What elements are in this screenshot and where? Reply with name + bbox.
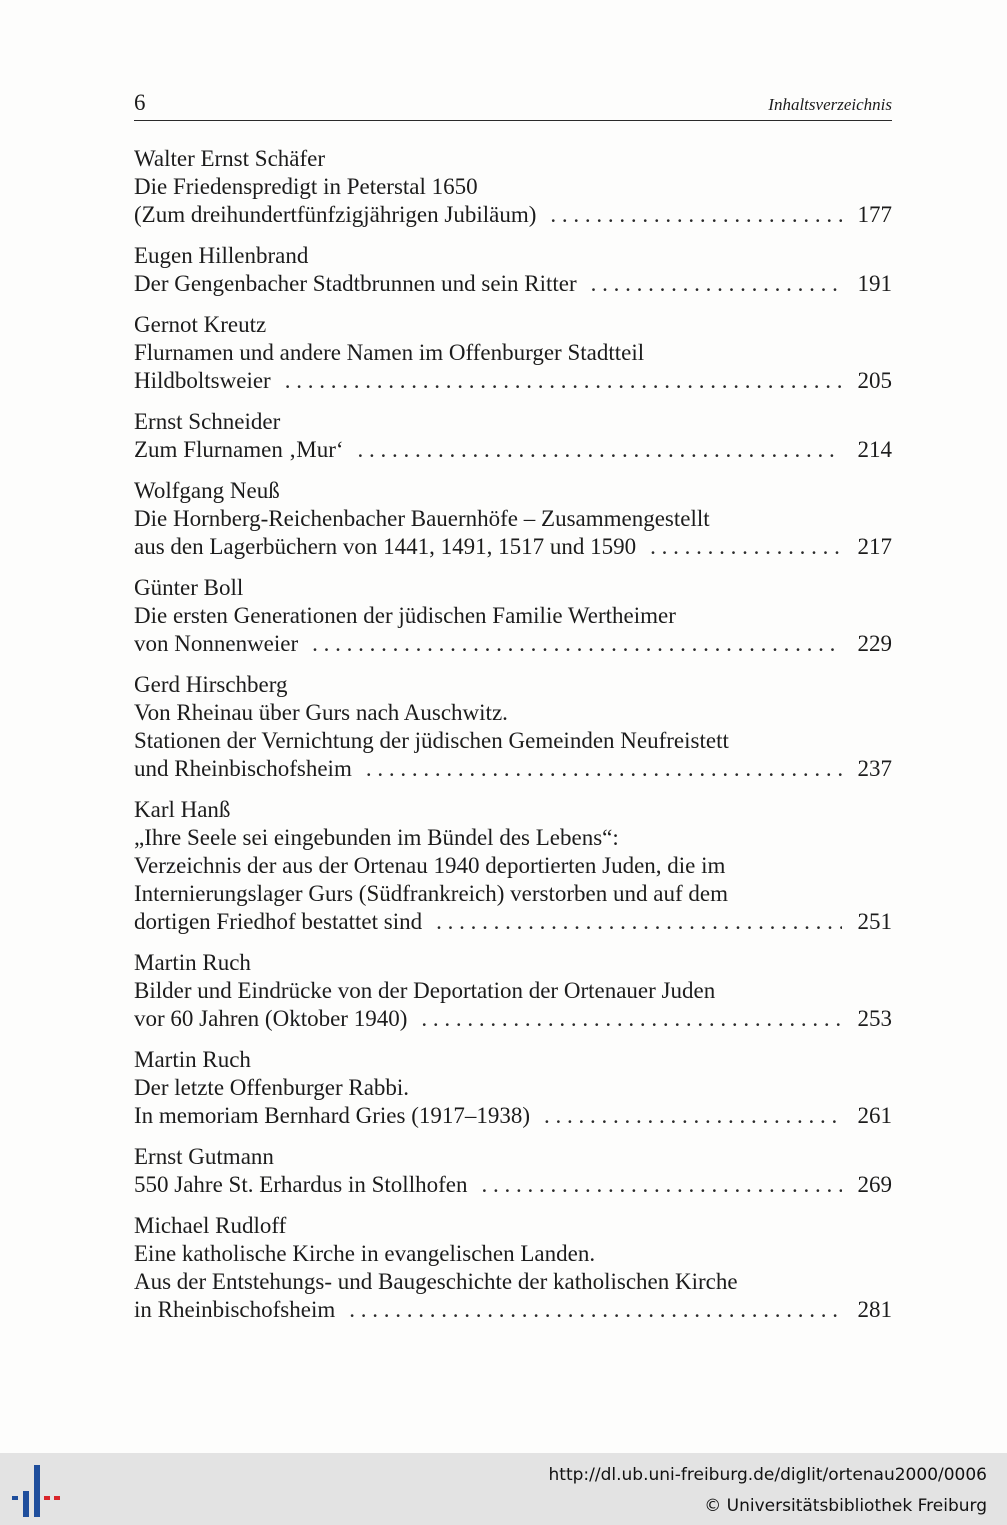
footer-bar — [0, 1453, 1007, 1525]
toc-entry — [134, 671, 892, 783]
toc-title-line: aus den Lagerbüchern von 1441, 1491, 1517 und 1590 — [134, 534, 637, 560]
dot-leader — [421, 1005, 842, 1033]
toc-title-line: (Zum dreihundertfünfzigjährigen Jubiläum) — [134, 201, 537, 227]
toc-entry — [134, 574, 892, 658]
toc-last-line — [134, 270, 892, 298]
toc-entry — [134, 311, 892, 395]
toc-title-line: „Ihre Seele sei eingebunden im Bündel des Lebens“: — [134, 825, 619, 851]
ub-freiburg-logo-icon[interactable] — [12, 1465, 64, 1517]
toc-title-line: vor 60 Jahren (Oktober 1940) — [134, 1005, 408, 1031]
toc-title-line: Eine katholische Kirche in evangelischen Landen. — [134, 1241, 596, 1267]
toc-page-number: 253 — [857, 1005, 892, 1031]
toc-title-line: und Rheinbischofsheim — [134, 756, 352, 781]
toc-title-line: Zum Flurnamen ‚Mur‘ — [134, 437, 344, 463]
toc-author: Karl Hanß — [134, 797, 231, 823]
toc-author: Walter Ernst Schäfer — [134, 146, 326, 171]
dot-leader — [650, 533, 842, 561]
toc-last-line — [134, 630, 892, 658]
toc-title-line: Internierungslager Gurs (Südfrankreich) verstorben und auf dem — [134, 880, 728, 906]
toc-title-line: 550 Jahre St. Erhardus in Stollhofen — [134, 1171, 468, 1197]
toc-page-number: 269 — [857, 1171, 892, 1197]
toc-entry — [134, 1212, 892, 1324]
toc-author: Ernst Gutmann — [134, 1144, 274, 1170]
toc-page-number: 261 — [857, 1102, 892, 1128]
toc-entry — [134, 1143, 892, 1199]
dot-leader — [358, 436, 842, 464]
toc-entry — [134, 796, 892, 936]
dot-leader — [349, 1296, 842, 1324]
toc-title-line: Flurnamen und andere Namen im Offenburger Stadtteil — [134, 340, 645, 366]
toc-entry — [134, 408, 892, 464]
toc-title-line: Bilder und Eindrücke von der Deportation der Ortenauer Juden — [134, 977, 716, 1003]
page-header — [134, 88, 892, 121]
toc-title-line: Die Friedenspredigt in Peterstal 1650 — [134, 173, 478, 199]
dot-leader — [312, 630, 842, 658]
toc-last-line — [134, 755, 892, 783]
toc-title-line: in Rheinbischofsheim — [134, 1296, 336, 1322]
toc-title-line: von Nonnenweier — [134, 631, 299, 657]
toc-author: Martin Ruch — [134, 1047, 251, 1073]
toc-title-line: Aus der Entstehungs- und Baugeschichte der katholischen Kirche — [134, 1268, 738, 1294]
toc-page-number: 251 — [857, 908, 892, 934]
toc-entry — [134, 145, 892, 229]
toc-last-line — [134, 1171, 892, 1199]
page-number: 6 — [134, 90, 146, 115]
toc-page-number: 281 — [857, 1296, 892, 1322]
toc-title-line: Die Hornberg-Reichenbacher Bauernhöfe – Zusammengestellt — [134, 506, 710, 532]
dot-leader — [285, 367, 842, 395]
toc-page-number: 205 — [857, 367, 892, 393]
toc-author: Eugen Hillenbrand — [134, 243, 309, 269]
toc-author: Gerd Hirschberg — [134, 672, 288, 698]
toc-last-line — [134, 1102, 892, 1130]
source-url-link[interactable]: http://dl.ub.uni-freiburg.de/diglit/ortenau2000/0006 — [548, 1465, 987, 1485]
toc-author: Ernst Schneider — [134, 409, 281, 435]
toc-author: Martin Ruch — [134, 950, 251, 976]
toc-title-line: Der letzte Offenburger Rabbi. — [134, 1074, 410, 1100]
toc-author: Michael Rudloff — [134, 1213, 287, 1239]
toc-entry — [134, 949, 892, 1033]
toc-last-line — [134, 201, 892, 229]
dot-leader — [544, 1102, 842, 1130]
toc-entry — [134, 1046, 892, 1130]
dot-leader — [366, 755, 842, 783]
toc-title-line: dortigen Friedhof bestattet sind — [134, 908, 423, 934]
toc-entry — [134, 477, 892, 561]
toc-title-line: In memoriam Bernhard Gries (1917–1938) — [134, 1102, 531, 1128]
toc-title-line: Die ersten Generationen der jüdischen Familie Wertheimer — [134, 603, 676, 629]
toc-title-line: Der Gengenbacher Stadtbrunnen und sein Ritter — [134, 270, 577, 296]
toc-last-line — [134, 367, 892, 395]
toc-last-line — [134, 533, 892, 561]
dot-leader — [481, 1171, 842, 1199]
toc-page-number: 237 — [857, 756, 892, 781]
toc-last-line — [134, 1296, 892, 1324]
toc-author: Wolfgang Neuß — [134, 478, 280, 504]
dot-leader — [550, 201, 842, 229]
dot-leader — [591, 270, 842, 298]
toc-title-line: Von Rheinau über Gurs nach Auschwitz. — [134, 700, 508, 726]
toc-title-line: Verzeichnis der aus der Ortenau 1940 deportierten Juden, die im — [134, 853, 726, 879]
toc-entry — [134, 242, 892, 298]
toc-title-line: Stationen der Vernichtung der jüdischen Gemeinden Neufreistett — [134, 728, 729, 754]
toc-last-line — [134, 908, 892, 936]
toc-page-number: 177 — [857, 201, 892, 227]
toc-page-number: 191 — [857, 270, 892, 296]
toc-author: Günter Boll — [134, 575, 244, 601]
toc-author: Gernot Kreutz — [134, 312, 267, 338]
toc-title-line: Hildboltsweier — [134, 367, 271, 393]
toc-page-number: 229 — [857, 631, 892, 657]
toc-last-line — [134, 436, 892, 464]
running-head: Inhaltsverzeichnis — [768, 95, 892, 114]
dot-leader — [436, 908, 842, 936]
toc-page-number: 214 — [857, 437, 892, 463]
toc-last-line — [134, 1005, 892, 1033]
copyright-notice: © Universitätsbibliothek Freiburg — [704, 1496, 987, 1516]
table-of-contents — [134, 145, 892, 1337]
toc-page-number: 217 — [857, 534, 892, 560]
